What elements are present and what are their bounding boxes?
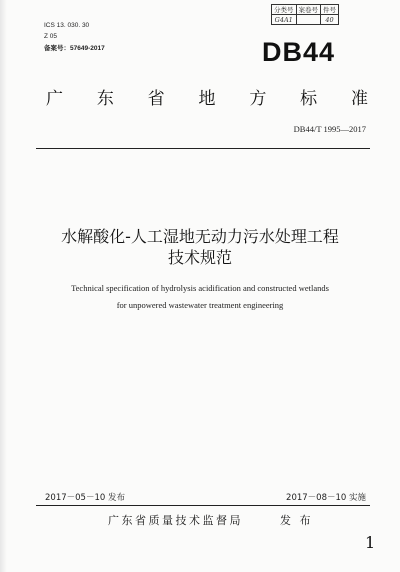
stamp-value-volume — [296, 15, 321, 25]
publish-date: 2017－05－10 发布 — [45, 493, 125, 503]
title-en-line-2: for unpowered wastewater treatment engineering — [116, 300, 284, 310]
stamp-value-row — [272, 15, 339, 25]
title-en-line-1: Technical specification of hydrolysis acidification and constructed wetlands — [71, 283, 329, 293]
issuing-authority: 广东省质量技术监督局 — [108, 514, 243, 527]
issue-label: 发 布 — [280, 514, 313, 527]
standard-number: DB44/T 1995—2017 — [293, 124, 366, 134]
org-title-char: 方 — [249, 89, 267, 109]
page-number: 1 — [365, 533, 376, 552]
db-code-heading: DB44 — [262, 37, 336, 67]
title-cn-line-1: 水解酸化-人工湿地无动力污水处理工程 — [61, 227, 339, 246]
org-title-char: 标 — [300, 89, 318, 109]
org-title-char: 地 — [198, 89, 216, 109]
bottom-divider — [36, 505, 370, 506]
org-title-char: 广 — [46, 89, 63, 109]
classification-code: Z 05 — [44, 33, 58, 40]
archive-stamp-table — [271, 4, 339, 25]
stamp-value-category: G4A1 — [272, 15, 297, 25]
record-number: 备案号：57649-2017 — [44, 45, 105, 52]
org-title-char: 准 — [350, 89, 368, 109]
stamp-header-item: 件号 — [321, 5, 339, 15]
stamp-value-item: 40 — [321, 15, 339, 25]
org-title — [46, 84, 368, 109]
org-title-char: 东 — [96, 89, 114, 109]
ics-code: ICS 13. 030. 30 — [44, 22, 90, 29]
title-cn-line-2: 技术规范 — [167, 248, 232, 267]
stamp-header-category: 分类号 — [272, 5, 297, 15]
effective-date: 2017－08－10 实施 — [286, 493, 366, 503]
top-divider — [36, 148, 370, 149]
stamp-header-volume: 案卷号 — [296, 5, 321, 15]
stamp-header-row — [272, 5, 339, 15]
org-title-char: 省 — [147, 89, 165, 109]
